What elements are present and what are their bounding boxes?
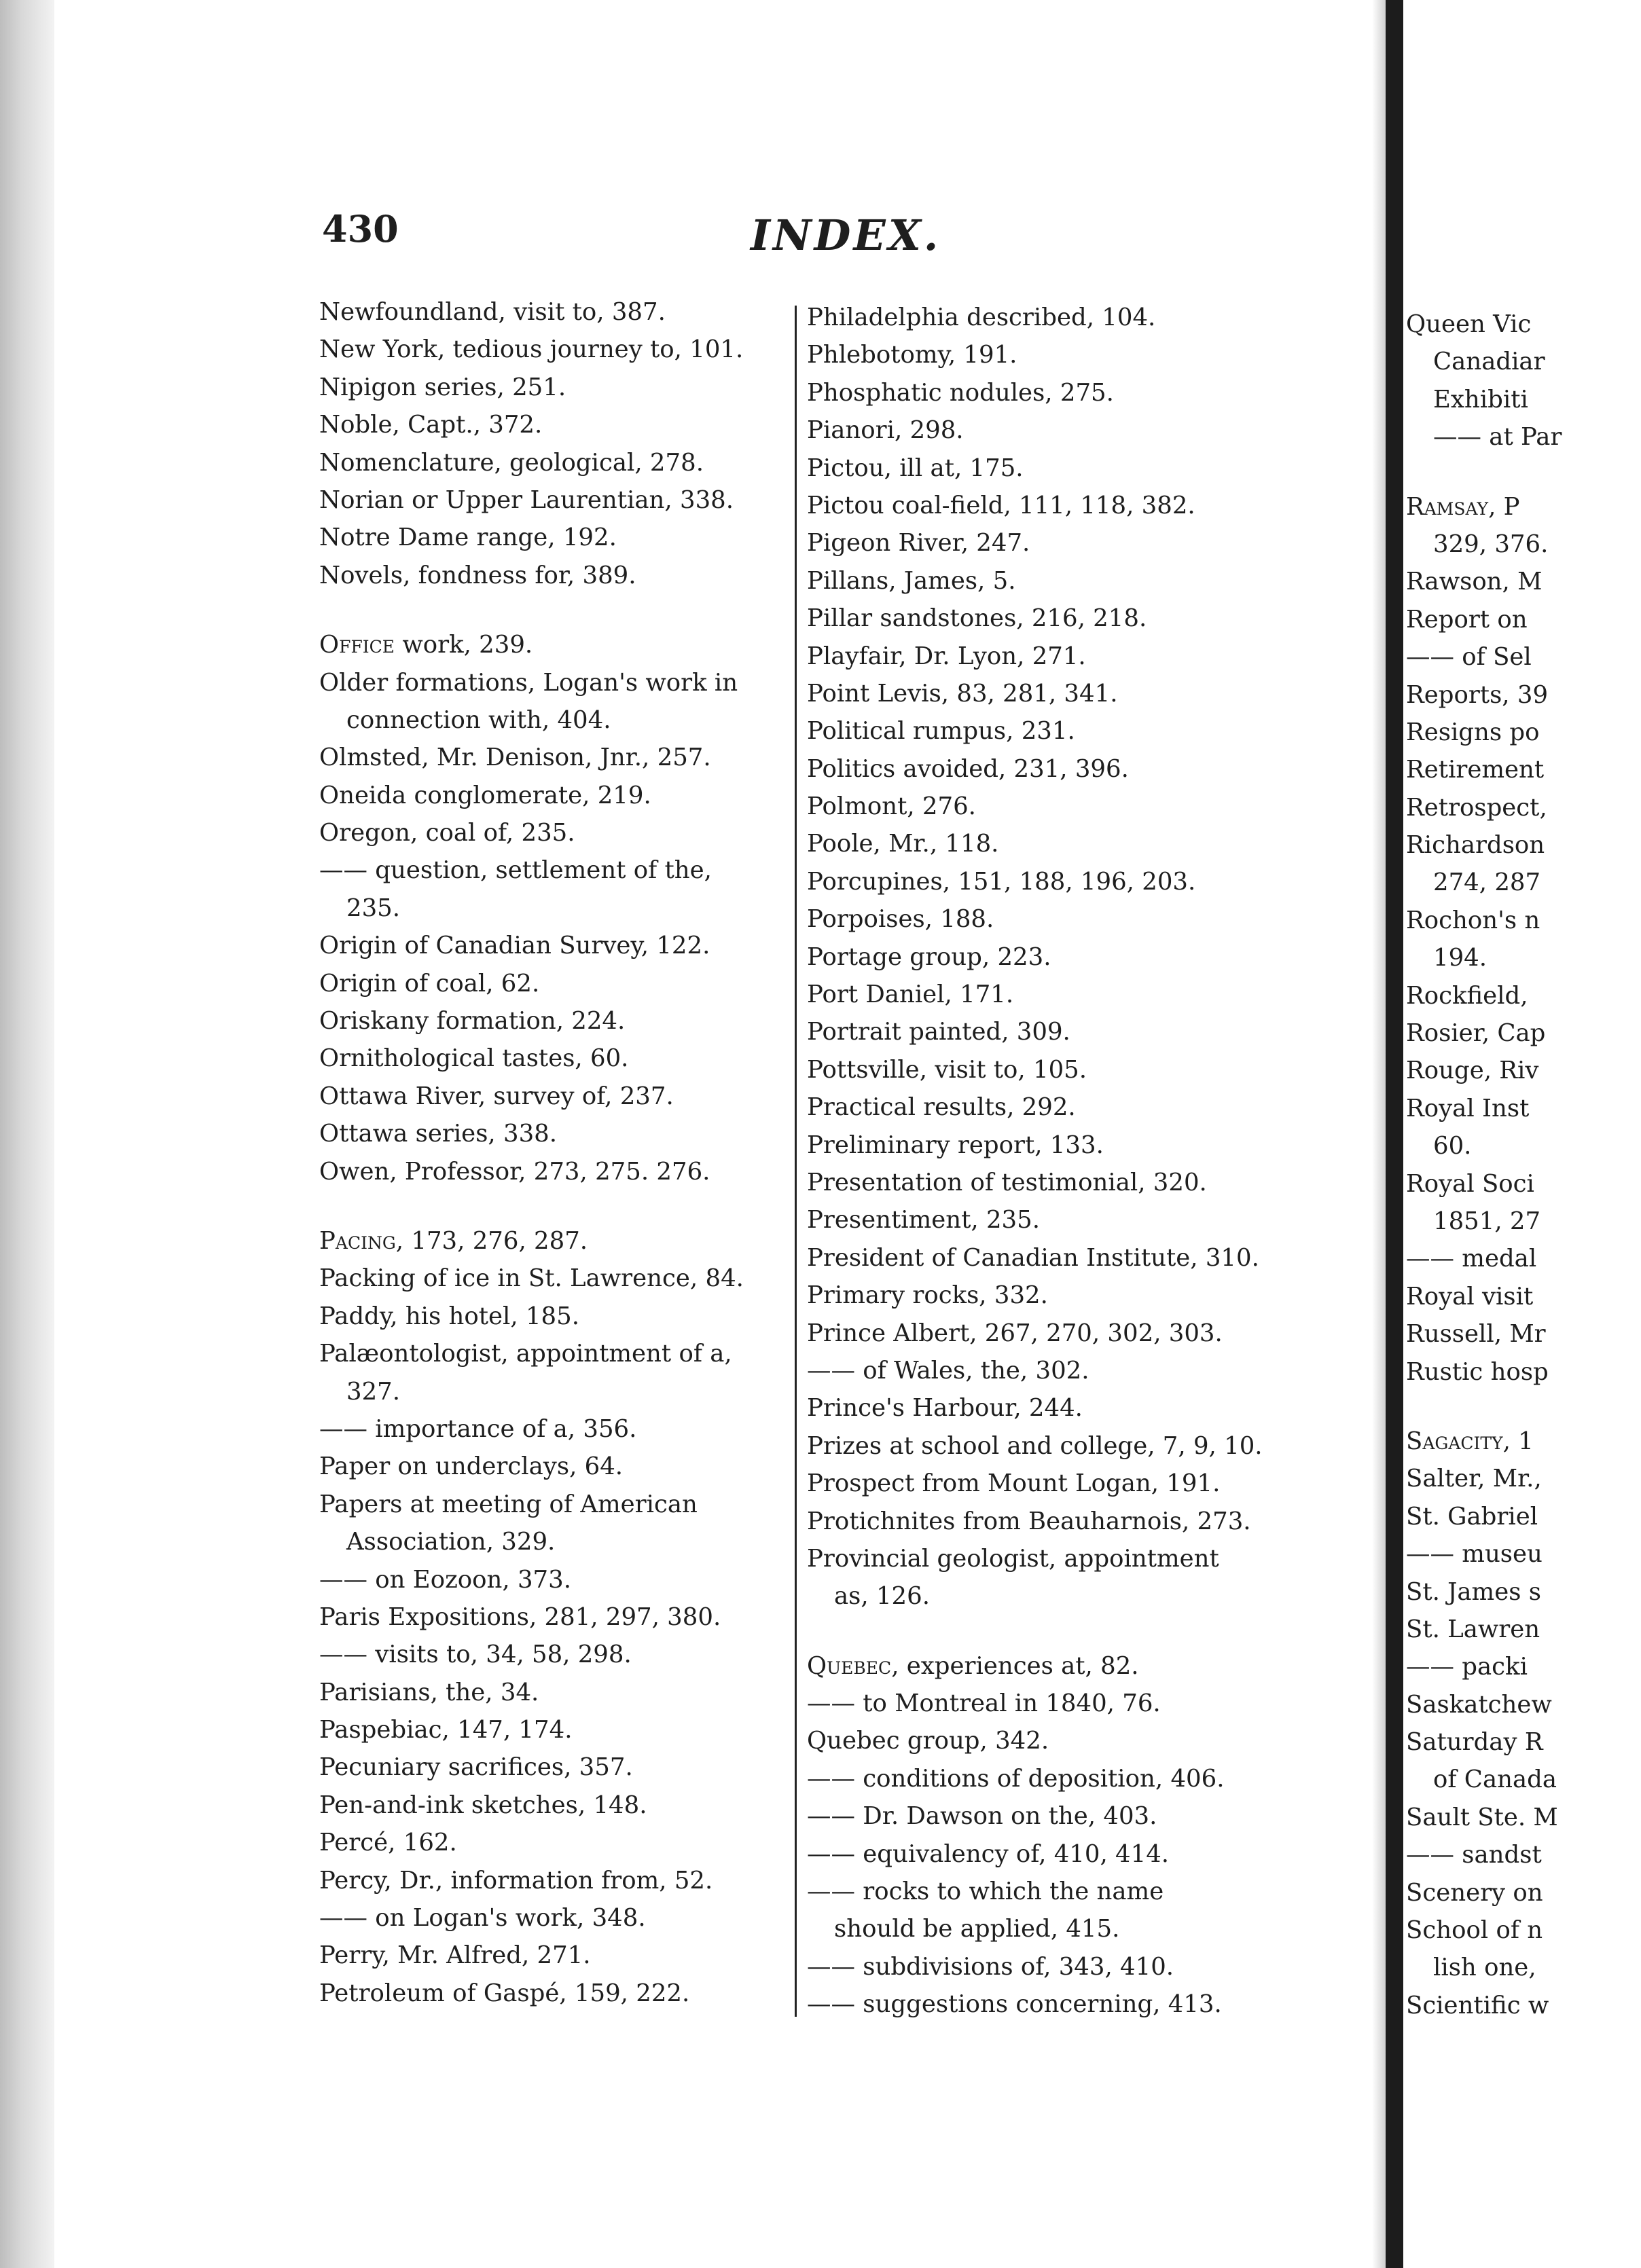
index-entry [319, 369, 781, 406]
index-entry-text: Richardson [1406, 831, 1545, 860]
index-entry-text: should be applied, 415. [834, 1915, 1120, 1943]
index-entry [1406, 1987, 1641, 2024]
index-entry [807, 1164, 1296, 1201]
index-entry-text: work, 239. [395, 631, 533, 659]
index-entry-text: Packing of ice in St. Lawrence, 84. [319, 1264, 744, 1293]
index-entry-text: Rockfield, [1406, 981, 1528, 1010]
index-entry-text: Pianori, 298. [807, 416, 964, 445]
index-entry-text: —— Dr. Dawson on the, 403. [807, 1802, 1157, 1831]
index-entry [807, 524, 1296, 562]
index-entry-text: Paper on underclays, 64. [319, 1452, 624, 1481]
index-entry-text: Scenery on [1406, 1878, 1543, 1907]
index-entry [807, 1051, 1296, 1089]
index-entry-text: Oriskany formation, 224. [319, 1007, 626, 1036]
index-entry [319, 1824, 781, 1861]
index-entry-text: Canadiar [1433, 348, 1545, 376]
index-entry-text: Pillar sandstones, 216, 218. [807, 604, 1147, 633]
index-entry-text: Prince Albert, 267, 270, 302, 303. [807, 1319, 1223, 1347]
index-entry [1406, 381, 1641, 418]
index-entry-text: Paris Expositions, 281, 297, 380. [319, 1603, 721, 1631]
index-entry [319, 444, 781, 481]
index-entry-text: —— medal [1406, 1245, 1537, 1273]
section-gap [1406, 456, 1641, 488]
index-entry-text: Scientific w [1406, 1991, 1549, 2019]
index-entry [319, 519, 781, 556]
index-entry [1406, 1611, 1641, 1648]
index-entry [319, 1975, 781, 2012]
index-entry-text: Rawson, M [1406, 568, 1543, 596]
index-entry [807, 1948, 1296, 1986]
index-entry [319, 1749, 781, 1786]
gutter-shadow [1372, 0, 1386, 2268]
index-entry [1406, 1723, 1641, 1761]
index-entry [1406, 1573, 1641, 1611]
index-entry [319, 1222, 781, 1260]
index-entry [807, 1503, 1296, 1540]
index-entry [319, 626, 781, 663]
index-entry-text: —— on Eozoon, 373. [319, 1565, 572, 1594]
index-entry [319, 1486, 781, 1523]
index-entry-text: Association, 329. [346, 1528, 556, 1556]
index-entry-text: Norian or Upper Laurentian, 338. [319, 486, 734, 514]
index-entry [1406, 939, 1641, 976]
index-entry [319, 1711, 781, 1749]
index-entry-text: , 173, 276, 287. [395, 1226, 588, 1255]
index-entry [319, 1040, 781, 1077]
index-entry [1406, 1165, 1641, 1203]
index-entry-text: Presentation of testimonial, 320. [807, 1168, 1207, 1196]
index-entry [319, 739, 781, 776]
section-gap [319, 1190, 781, 1222]
index-entry-text: Noble, Capt., 372. [319, 411, 543, 439]
index-entry-text: of Canada [1433, 1766, 1557, 1794]
index-entry-text: —— at Par [1433, 423, 1562, 452]
index-entry-text: —— museu [1406, 1540, 1543, 1569]
index-entry [807, 788, 1296, 825]
index-entry-text: Papers at meeting of American [319, 1490, 698, 1518]
index-entry-text: Perry, Mr. Alfred, 271. [319, 1941, 591, 1970]
index-entry [1406, 902, 1641, 939]
index-entry [807, 299, 1296, 336]
index-entry [319, 557, 781, 594]
index-entry [807, 411, 1296, 449]
index-entry-text: Percy, Dr., information from, 52. [319, 1866, 713, 1895]
index-entry-text: St. Gabriel [1406, 1502, 1538, 1531]
index-entry-text: —— rocks to which the name [807, 1878, 1164, 1906]
index-entry-text: Retrospect, [1406, 793, 1547, 822]
index-entry [1406, 1278, 1641, 1315]
index-entry-text: Primary rocks, 332. [807, 1281, 1048, 1310]
index-entry [1406, 714, 1641, 751]
index-entry [807, 900, 1296, 938]
index-entry [1406, 638, 1641, 676]
index-entry [319, 777, 781, 814]
index-entry [1406, 418, 1641, 456]
index-entry-text: —— to Montreal in 1840, 76. [807, 1689, 1161, 1718]
index-entry-text: Novels, fondness for, 389. [319, 561, 636, 589]
index-entry [319, 1523, 781, 1560]
index-entry-text: Polmont, 276. [807, 792, 976, 821]
index-entry-text: St. Lawren [1406, 1615, 1540, 1643]
index-entry [319, 406, 781, 443]
index-entry [1406, 864, 1641, 901]
index-entry [1406, 1460, 1641, 1497]
index-entry [319, 1410, 781, 1448]
index-entry [807, 712, 1296, 750]
index-entry [807, 638, 1296, 675]
index-entry-text: Portage group, 223. [807, 943, 1051, 971]
index-entry [319, 1636, 781, 1673]
index-entry-text: Pictou, ill at, 175. [807, 454, 1024, 482]
index-entry [319, 481, 781, 519]
index-entry [1406, 1014, 1641, 1052]
book-spine [1386, 0, 1403, 2268]
index-entry-text: 327. [346, 1377, 401, 1406]
index-entry [807, 1986, 1296, 2023]
index-entry [807, 1647, 1296, 1685]
section-lead-word: Pacing [319, 1226, 396, 1255]
index-entry-text: Prospect from Mount Logan, 191. [807, 1469, 1221, 1498]
index-entry-text: Exhibiti [1433, 385, 1528, 414]
index-entry [1406, 1423, 1641, 1460]
section-gap [319, 594, 781, 626]
index-entry [807, 1127, 1296, 1164]
index-entry-text: —— of Sel [1406, 643, 1532, 672]
index-entry [1406, 601, 1641, 638]
index-entry [1406, 1912, 1641, 1949]
index-entry [1406, 563, 1641, 600]
index-entry [1406, 1315, 1641, 1353]
index-entry-text: Royal visit [1406, 1282, 1534, 1311]
index-entry [319, 1899, 781, 1937]
index-entry-text: Origin of Canadian Survey, 122. [319, 932, 710, 960]
index-entry-text: Pictou coal-field, 111, 118, 382. [807, 491, 1195, 519]
index-entry [807, 1352, 1296, 1389]
index-entry-text: Salter, Mr., [1406, 1465, 1542, 1493]
index-entry [319, 852, 781, 889]
index-entry [1406, 1761, 1641, 1798]
index-entry-text: Portrait painted, 309. [807, 1018, 1070, 1046]
section-gap [807, 1615, 1296, 1647]
index-entry [1406, 1648, 1641, 1685]
index-entry-text: Pillans, James, 5. [807, 566, 1016, 595]
index-entry [1406, 1836, 1641, 1873]
index-entry-text: —— suggestions concerning, 413. [807, 1990, 1222, 2019]
index-entry [807, 1797, 1296, 1835]
index-entry-text: Playfair, Dr. Lyon, 271. [807, 642, 1086, 670]
index-entry [1406, 1052, 1641, 1089]
index-entry [1406, 1949, 1641, 1986]
index-entry [807, 825, 1296, 862]
index-entry [1406, 488, 1641, 526]
index-entry [807, 450, 1296, 487]
index-entry-text: School of n [1406, 1916, 1543, 1945]
index-entry [319, 1153, 781, 1190]
index-entry-text: Political rumpus, 231. [807, 717, 1075, 746]
index-entry-text: Provincial geologist, appointment [807, 1544, 1219, 1573]
index-entry-text: connection with, 404. [346, 706, 611, 734]
index-entry-text: Pottsville, visit to, 105. [807, 1055, 1087, 1084]
scan-left-margin [0, 0, 54, 2268]
index-entry-text: Prizes at school and college, 7, 9, 10. [807, 1431, 1263, 1460]
index-entry-text: President of Canadian Institute, 310. [807, 1243, 1259, 1272]
index-entry [807, 1013, 1296, 1050]
index-entry-text: , experiences at, 82. [891, 1651, 1139, 1680]
index-entry-text: Port Daniel, 171. [807, 981, 1014, 1009]
index-entry [1406, 1799, 1641, 1836]
index-entry-text: Report on [1406, 605, 1528, 634]
page-number: 430 [322, 207, 399, 251]
index-entry-text: Nipigon series, 251. [319, 373, 566, 401]
index-entry [1406, 751, 1641, 788]
index-entry-text: Ornithological tastes, 60. [319, 1044, 629, 1073]
index-entry [319, 1448, 781, 1485]
index-entry [1406, 789, 1641, 826]
index-entry-text: Older formations, Logan's work in [319, 668, 738, 697]
index-entry-text: Pigeon River, 247. [807, 529, 1030, 557]
index-entry [1406, 1240, 1641, 1277]
index-entry [807, 374, 1296, 411]
index-entry-text: Rustic hosp [1406, 1357, 1549, 1386]
index-entry [1406, 826, 1641, 864]
index-entry-text: —— subdivisions of, 343, 410. [807, 1952, 1174, 1981]
index-entry [807, 938, 1296, 976]
index-entry-text: 60. [1433, 1132, 1472, 1160]
index-entry-text: —— question, settlement of the, [319, 856, 712, 885]
index-entry [1406, 1535, 1641, 1573]
index-entry [807, 1239, 1296, 1277]
index-entry [319, 1298, 781, 1335]
index-entry [807, 1277, 1296, 1314]
index-entry [319, 1002, 781, 1040]
index-entry-text: Olmsted, Mr. Denison, Jnr., 257. [319, 744, 711, 772]
index-entry-text: Royal Soci [1406, 1169, 1534, 1198]
index-entry [807, 1722, 1296, 1759]
index-entry [807, 1685, 1296, 1722]
index-entry-text: Petroleum of Gaspé, 159, 222. [319, 1979, 690, 2007]
index-entry-text: Rouge, Riv [1406, 1057, 1539, 1085]
index-entry [807, 336, 1296, 373]
index-entry [319, 1862, 781, 1899]
index-entry [319, 814, 781, 852]
index-entry-text: Pen-and-ink sketches, 148. [319, 1791, 647, 1819]
index-entry [1406, 1353, 1641, 1391]
index-entry [319, 664, 781, 701]
index-column-middle [807, 299, 1296, 2024]
index-entry-text: Rochon's n [1406, 906, 1540, 934]
index-entry-text: Phosphatic nodules, 275. [807, 378, 1114, 407]
section-lead-word: Ramsay [1406, 492, 1489, 521]
index-entry [807, 863, 1296, 900]
index-entry-text: Politics avoided, 231, 396. [807, 754, 1129, 783]
index-entry-text: Queen Vic [1406, 310, 1532, 338]
index-entry [1406, 1686, 1641, 1723]
index-column-right-partial [1406, 306, 1641, 2024]
index-entry [807, 1315, 1296, 1352]
index-column-left [319, 293, 781, 2012]
index-entry-text: Philadelphia described, 104. [807, 304, 1156, 331]
index-entry [319, 293, 781, 331]
index-entry-text: lish one, [1433, 1954, 1536, 1982]
index-entry-text: Resigns po [1406, 718, 1540, 746]
index-entry [1406, 1090, 1641, 1127]
index-entry [319, 890, 781, 927]
index-entry [807, 1910, 1296, 1947]
index-entry-text: —— conditions of deposition, 406. [807, 1764, 1225, 1793]
index-entry [319, 1674, 781, 1711]
index-entry-text: —— sandst [1406, 1841, 1542, 1869]
index-entry [319, 1335, 781, 1372]
index-entry-text: St. James s [1406, 1577, 1541, 1606]
index-entry [807, 1540, 1296, 1577]
index-entry [319, 701, 781, 739]
index-entry-text: Protichnites from Beauharnois, 273. [807, 1507, 1251, 1535]
index-entry-text: Nomenclature, geological, 278. [319, 448, 704, 477]
index-entry [1406, 343, 1641, 380]
index-entry [1406, 676, 1641, 714]
index-entry-text: Pecuniary sacrifices, 357. [319, 1753, 633, 1782]
index-entry-text: —— on Logan's work, 348. [319, 1904, 646, 1933]
index-entry-text: Retirement [1406, 756, 1545, 784]
index-entry-text: Owen, Professor, 273, 275. 276. [319, 1157, 710, 1186]
index-entry-text: Preliminary report, 133. [807, 1131, 1104, 1159]
index-entry-text: Quebec group, 342. [807, 1727, 1049, 1755]
index-entry [319, 1260, 781, 1297]
index-entry-text: Paddy, his hotel, 185. [319, 1302, 580, 1330]
index-entry-text: Percé, 162. [319, 1829, 457, 1857]
index-entry-text: Russell, Mr [1406, 1320, 1546, 1349]
index-entry [1406, 977, 1641, 1014]
section-gap [1406, 1391, 1641, 1423]
index-entry-text: Porpoises, 188. [807, 905, 994, 934]
index-entry-text: 329, 376. [1433, 530, 1549, 558]
index-entry-text: 194. [1433, 944, 1487, 972]
index-entry-text: Saturday R [1406, 1728, 1543, 1757]
index-entry-text: Presentiment, 235. [807, 1206, 1040, 1234]
index-entry-text: —— of Wales, the, 302. [807, 1356, 1089, 1385]
index-entry [1406, 1874, 1641, 1912]
index-entry [807, 1577, 1296, 1615]
index-entry-text: , 1 [1502, 1427, 1534, 1455]
index-entry-text: Origin of coal, 62. [319, 969, 540, 998]
index-entry-text: Prince's Harbour, 244. [807, 1394, 1083, 1423]
index-entry-text: Newfoundland, visit to, 387. [319, 298, 666, 326]
index-entry-text: Porcupines, 151, 188, 196, 203. [807, 867, 1196, 896]
index-entry-text: Rosier, Cap [1406, 1019, 1546, 1048]
index-entry-text: 1851, 27 [1433, 1207, 1541, 1235]
index-entry-text: —— importance of a, 356. [319, 1414, 637, 1443]
index-entry [807, 750, 1296, 788]
index-entry [807, 1873, 1296, 1910]
index-entry [319, 927, 781, 964]
index-entry-text: Oregon, coal of, 235. [319, 819, 575, 847]
index-entry [1406, 1127, 1641, 1165]
index-entry-text: Paspebiac, 147, 174. [319, 1716, 573, 1744]
index-entry [319, 1078, 781, 1115]
section-lead-word: Office [319, 631, 395, 659]
index-entry-text: —— equivalency of, 410, 414. [807, 1840, 1170, 1868]
index-entry [319, 1598, 781, 1636]
index-entry-text: Ottawa series, 338. [319, 1120, 558, 1148]
index-entry [807, 1427, 1296, 1465]
index-entry [1406, 1498, 1641, 1535]
index-entry [1406, 306, 1641, 343]
index-entry [807, 675, 1296, 712]
index-entry [319, 1115, 781, 1152]
index-entry-text: Palæontologist, appointment of a, [319, 1340, 732, 1368]
index-entry [807, 976, 1296, 1013]
index-entry [319, 1561, 781, 1598]
index-entry-text: Reports, 39 [1406, 680, 1549, 709]
index-entry [807, 600, 1296, 637]
index-entry-text: Sault Ste. M [1406, 1803, 1558, 1831]
index-entry [319, 1787, 781, 1824]
column-divider [795, 306, 797, 2017]
running-head: INDEX. [751, 211, 941, 260]
index-entry-text: 274, 287 [1433, 868, 1541, 897]
index-entry [807, 1089, 1296, 1126]
index-entry-text: Oneida conglomerate, 219. [319, 781, 651, 809]
index-entry [319, 1937, 781, 1974]
index-entry [807, 1201, 1296, 1239]
index-entry-text: —— packi [1406, 1653, 1528, 1681]
index-entry [1406, 1203, 1641, 1240]
index-entry-text: Saskatchew [1406, 1690, 1552, 1719]
index-entry-text: Practical results, 292. [807, 1093, 1076, 1122]
index-entry-text: Point Levis, 83, 281, 341. [807, 679, 1118, 708]
index-entry-text: as, 126. [834, 1582, 930, 1611]
index-entry [319, 1373, 781, 1410]
index-entry [807, 562, 1296, 600]
index-entry-text: , P [1488, 492, 1520, 521]
index-entry-text: Notre Dame range, 192. [319, 524, 617, 552]
index-entry-text: New York, tedious journey to, 101. [319, 335, 744, 364]
index-entry-text: Parisians, the, 34. [319, 1678, 539, 1706]
section-lead-word: Sagacity [1406, 1427, 1503, 1455]
index-entry-text: 235. [346, 894, 401, 922]
index-entry-text: Poole, Mr., 118. [807, 830, 999, 858]
index-entry [319, 331, 781, 368]
index-entry [807, 1465, 1296, 1502]
index-entry [807, 1389, 1296, 1427]
index-entry-text: Phlebotomy, 191. [807, 341, 1017, 369]
index-entry-text: Royal Inst [1406, 1094, 1530, 1122]
index-entry-text: —— visits to, 34, 58, 298. [319, 1641, 632, 1669]
index-entry [807, 487, 1296, 524]
index-entry [1406, 526, 1641, 563]
index-entry [807, 1835, 1296, 1873]
index-entry-text: Ottawa River, survey of, 237. [319, 1082, 674, 1110]
index-entry [807, 1760, 1296, 1797]
section-lead-word: Quebec [807, 1651, 892, 1680]
index-entry [319, 965, 781, 1002]
